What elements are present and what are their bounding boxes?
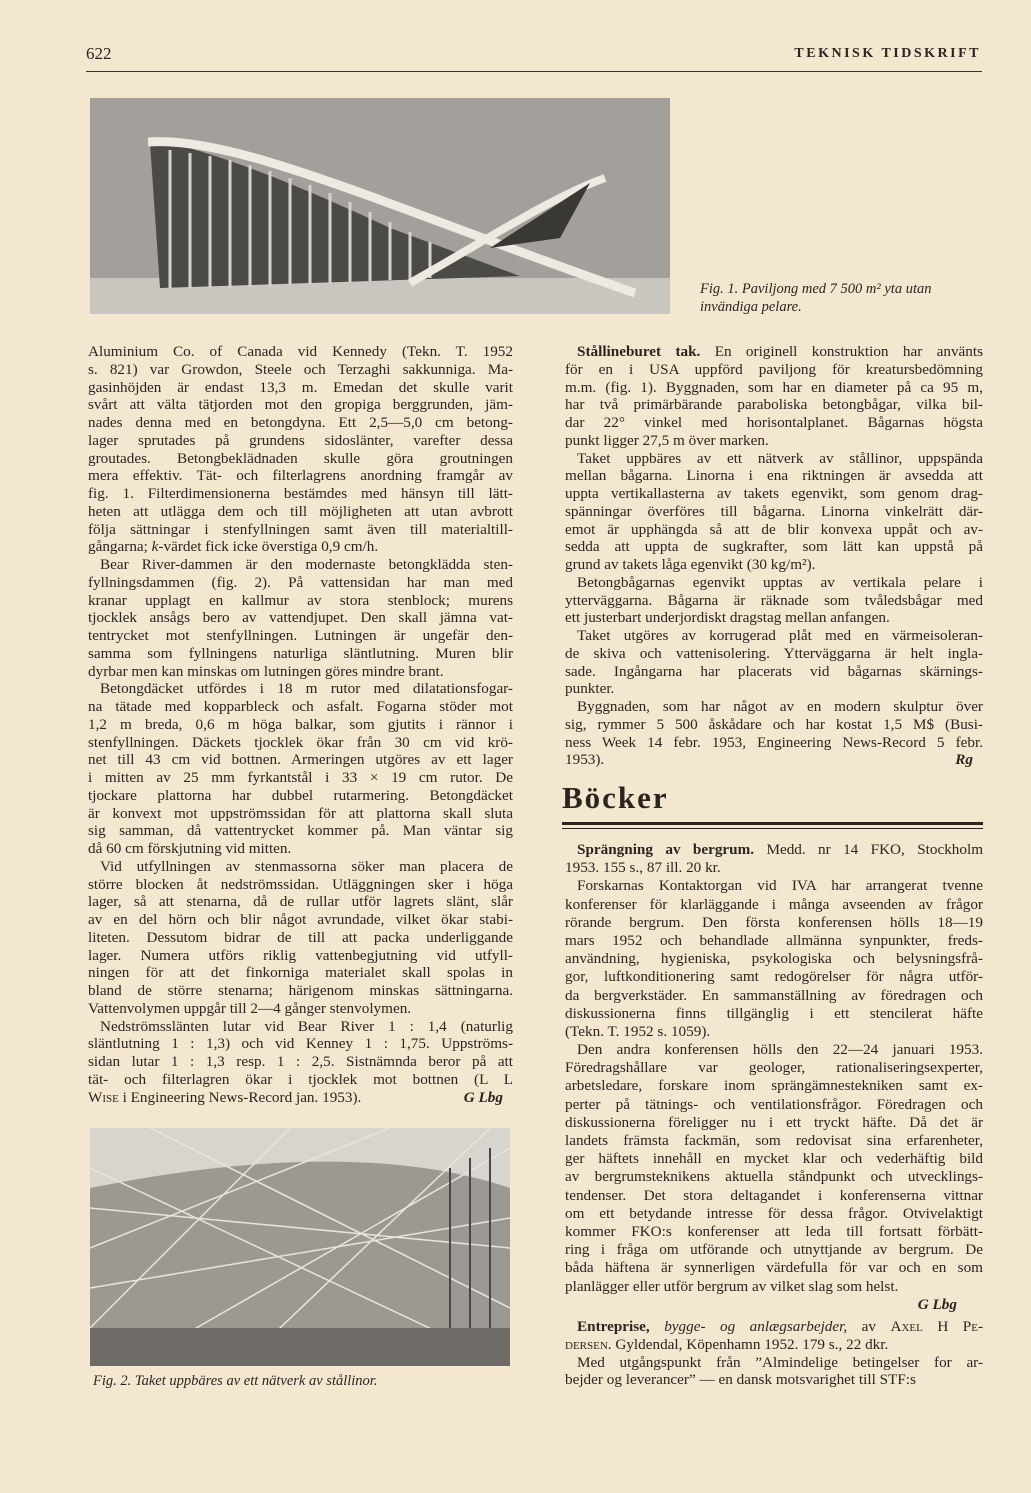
text-line [565, 361, 983, 379]
line-text: de skiva och vattenisolering. Ytterväggarna är helt ingla- [565, 644, 983, 662]
line-text: tendenser. Det stora deltagandet i konferenserna vittnar [565, 1186, 983, 1204]
line-text: diskussionerna finns tillgänglig i ett stencilerat häfte [565, 1004, 983, 1022]
paragraph [565, 877, 983, 1041]
line-text: m.m. (fig. 1). Byggnaden, som har en diameter på ca 95 m, [565, 378, 983, 396]
text-line [565, 680, 983, 698]
text-line [88, 1053, 513, 1071]
line-text: nades denna med en betongdyna. Ett 2,5—5,0 cm betong- [88, 414, 513, 431]
text-run: En originell konstruktion har använts [700, 343, 984, 360]
line-text: svårt att välta tätjorden mot den gropiga berggrunden, jäm- [88, 396, 513, 414]
text-line [565, 1278, 983, 1296]
text-line [88, 893, 513, 911]
text-line [88, 1089, 513, 1107]
small-caps-run: dersen [565, 1335, 608, 1353]
text-line [565, 1371, 983, 1389]
header-rule [86, 71, 982, 72]
section-heading-books: Böcker [562, 780, 669, 815]
line-text: lager. Numera utförs riklig vattenbegjutning vid utfyll- [88, 946, 513, 964]
line-text: om ett betydande intresse för dessa frågor. Otvivelaktigt [565, 1204, 983, 1222]
text-line [565, 698, 983, 716]
paragraph [565, 627, 983, 698]
text-run: Medd. nr 14 FKO, Stockholm [754, 841, 984, 858]
line-text: gor, luftkonditionering samt redogörelser för några utför- [565, 968, 983, 986]
text-line [88, 343, 513, 361]
text-line [565, 968, 983, 986]
text-line [88, 840, 513, 858]
line-text: 1953. 155 s., 87 ill. 20 kr. [565, 859, 721, 877]
line-text: heten att utlägga dem och till möjligheten att utan avbrott [88, 502, 513, 520]
right-column-article [565, 343, 983, 769]
text-line [565, 751, 983, 769]
figure-2-caption: Fig. 2. Taket uppbäres av ett nätverk av stållinor. [93, 1373, 378, 1389]
line-text: da bergverkstäder. En sammanställning av föredragen och [565, 986, 983, 1004]
line-text: tät- och filterlagren ökar i tjocklek mot bottnen (L L [88, 1070, 513, 1088]
text-line [565, 485, 983, 503]
author-signature: G Lbg [917, 1295, 957, 1313]
line-text: sig samman, då vattentrycket kommer på. Man väntar sig [88, 822, 513, 840]
paragraph [565, 841, 983, 877]
line-text: lager, så att stenarna, då de rullar utför lagrets slänt, slår [88, 893, 513, 911]
paragraph [565, 1296, 983, 1314]
line-text: ytterväggarna. Bågarna är räknade som tvåledsbågar med [565, 591, 983, 609]
line-text [88, 1089, 361, 1107]
paragraph [88, 556, 513, 680]
line-text: för en i USA uppförd paviljong för kreatursbedömning [565, 360, 983, 378]
line-text: sade. Ingångarna har placerats vid bågarnas skärnings- [565, 662, 983, 680]
line-text: släntlutning 1 : 1,3) och vid Kenney 1 : 1,75. Uppströms- [88, 1035, 513, 1053]
text-line [565, 663, 983, 681]
line-text: mellan bågarna. Linorna i ena riktningen är avsedda att [565, 467, 983, 485]
text-line [88, 947, 513, 965]
line-text: konferenser för klarläggande i många avseenden av frågor [565, 895, 983, 913]
text-line [88, 627, 513, 645]
text-line [565, 538, 983, 556]
line-text: (Tekn. T. 1952 s. 1059). [565, 1022, 711, 1040]
line-text: net till 43 cm vid bottnen. Armeringen utgöres av ett lager [88, 751, 513, 769]
line-text: planlägger eller utför bergrum av vilket slag som helst. [565, 1277, 899, 1295]
text-line [88, 822, 513, 840]
text-line [565, 1241, 983, 1259]
paragraph [565, 1354, 983, 1390]
text-line [565, 343, 983, 361]
italic-run: bygge- og anlægsarbejder, [649, 1318, 848, 1335]
text-line [88, 574, 513, 592]
text-line [88, 698, 513, 716]
text-line [565, 1223, 983, 1241]
line-text: landets främsta fackmän, som redovisat sina erfarenheter, [565, 1132, 983, 1149]
line-text: Forskarnas Kontaktorgan vid IVA har arrangerat tvenne [577, 877, 983, 895]
line-text: ger häftets innehåll en mycket klar och vederhäftig bild [565, 1150, 983, 1168]
line-text [577, 343, 983, 360]
small-caps-run: Wise [88, 1088, 119, 1106]
line-text: Föredragshållare var geologer, rationaliseringsexperter, [565, 1059, 983, 1077]
line-text [577, 1318, 983, 1335]
line-text: uppta vertikallasterna av takets egenvikt, som genom drag- [565, 485, 983, 502]
bold-run: Sprängning av bergrum. [577, 841, 755, 858]
line-text [577, 841, 983, 858]
section-rule [562, 822, 983, 829]
line-text: punkt ligger 27,5 m över marken. [565, 431, 769, 449]
text-run: . Gyldendal, Köpenhamn 1952. 179 s., 22 dkr. [607, 1335, 889, 1353]
text-line [565, 1077, 983, 1095]
line-text: Taket utgöres av korrugerad plåt med en värmeisoleran- [577, 627, 983, 644]
line-text: Vattenvolymen uppgår till 2—4 gånger stenvolymen. [88, 999, 412, 1017]
line-text: kranar upplagt en kallmur av stora stenblock; murens [88, 591, 513, 609]
line-text: diskussionerna föreligger nu i ett tryckt häfte. Då det är [565, 1113, 983, 1131]
line-text: ningen för att det finkorniga materialet skall spolas in [88, 964, 513, 982]
line-text: tjockare plattorna har dubbel rutarmering. Betongdäcket [88, 786, 513, 804]
text-line [565, 645, 983, 663]
line-text: större blocken åt nedströmssidan. Utläggningen sker i höga [88, 875, 513, 893]
paragraph [88, 680, 513, 858]
figure-1-caption [700, 280, 985, 316]
line-text [565, 1336, 888, 1354]
text-line [88, 432, 513, 450]
paragraph [88, 1018, 513, 1107]
text-line [565, 1132, 983, 1150]
text-line [565, 396, 983, 414]
text-line [565, 1336, 983, 1354]
text-line [565, 716, 983, 734]
text-line [88, 521, 513, 539]
figure-1-pavilion-photo [90, 98, 670, 314]
text-line [88, 592, 513, 610]
line-text: Aluminium Co. of Canada vid Kennedy (Tekn. T. 1952 [88, 343, 513, 360]
text-run: gångarna; [88, 538, 152, 556]
text-line [88, 414, 513, 432]
line-text: har två primärbärande paraboliska betongbågar, vilka bil- [565, 396, 983, 414]
text-line [565, 734, 983, 752]
text-line [565, 841, 983, 859]
paragraph [565, 1318, 983, 1354]
line-text: 1953). [565, 751, 605, 769]
line-text: kommer FKO:s konferenser att leda till fortsatt förbätt- [565, 1222, 983, 1240]
text-line [565, 1354, 983, 1372]
text-line [565, 859, 983, 877]
text-line [88, 911, 513, 929]
line-text: sidan lutar 1 : 1,3 resp. 1 : 2,5. Sistnämnda beror på att [88, 1053, 513, 1070]
line-text: tentrycket mot stenfyllningen. Lutningen är ungefär den- [88, 627, 513, 644]
text-line [565, 1318, 983, 1336]
line-text: sedda att uppta de sugkrafter, som lätt kan uppstå på [565, 538, 983, 556]
book-review-bergrum [565, 841, 983, 1314]
line-text: Den andra konferensen hölls den 22—24 januari 1953. [577, 1041, 983, 1059]
text-line [565, 556, 983, 574]
text-line [565, 877, 983, 895]
line-text: Med utgångspunkt från ”Almindelige betingelser for ar- [577, 1353, 983, 1371]
text-line [88, 769, 513, 787]
text-line [88, 982, 513, 1000]
line-text: Byggnaden, som har något av en modern skulptur över [577, 698, 983, 715]
text-line [565, 932, 983, 950]
text-line [565, 379, 983, 397]
text-line [88, 751, 513, 769]
caption-line: invändiga pelare. [700, 299, 802, 315]
text-line [565, 1205, 983, 1223]
text-run: -värdet fick icke överstiga 0,9 cm/h. [158, 538, 379, 556]
text-line [88, 805, 513, 823]
line-text: dar 22° vinkel med horisontalplanet. Bågarnas högsta [565, 414, 983, 431]
author-signature: G Lbg [463, 1088, 503, 1106]
text-line [565, 467, 983, 485]
line-text: groutades. Betongbeklädnaden skulle göra groutningen [88, 449, 513, 467]
text-line [88, 379, 513, 397]
line-text: mera effektiv. Tät- och filterlagrens anordning framgår av [88, 467, 513, 485]
page-number: 622 [86, 44, 112, 63]
line-text: Betongdäcket utfördes i 18 m rutor med dilatationsfogar- [100, 680, 513, 698]
text-line [88, 645, 513, 663]
paragraph [565, 450, 983, 574]
text-line [565, 1059, 983, 1077]
text-run: i Engineering News-Record jan. 1953). [118, 1088, 362, 1106]
line-text: Betongbågarnas egenvikt upptas av vertikala pelare i [577, 573, 983, 591]
text-line [88, 467, 513, 485]
paragraph [88, 858, 513, 1018]
book-review-entreprise [565, 1318, 983, 1389]
line-text: i mitten av 25 mm fyrkantstål i 33 × 19 cm rutor. De [88, 769, 513, 786]
text-line [565, 450, 983, 468]
left-column [88, 343, 513, 1106]
line-text: är konvext mot uppströmssidan för att plattorna skall sluta [88, 804, 513, 822]
text-line [565, 503, 983, 521]
line-text: rörande bergrum. Den första konferensen hölls 18—19 [565, 913, 983, 931]
text-line [88, 964, 513, 982]
figure-2-roof-cables-photo [90, 1128, 510, 1366]
line-text: perter på tätnings- och ventilationsfrågor. Föredragen och [565, 1095, 983, 1113]
line-text: användning, hygieniska, psykologiska och belysningsfrå- [565, 950, 983, 968]
line-text: spänningar överföres till bågarna. Linorna vinkelrätt där- [565, 502, 983, 520]
paragraph [565, 698, 983, 769]
text-line [88, 538, 513, 556]
line-text: Bear River-dammen är den modernaste betongklädda sten- [100, 556, 513, 573]
text-line [565, 1096, 983, 1114]
paragraph [88, 343, 513, 556]
line-text: dyrbar men kan minskas om lutningen göres mindre brant. [88, 662, 444, 680]
text-line [88, 1071, 513, 1089]
text-line [88, 680, 513, 698]
bold-run: Entreprise, [577, 1318, 650, 1335]
text-line [565, 950, 983, 968]
text-line [88, 663, 513, 681]
line-text: båda häftena är synnerligen värdefulla för var och en som [565, 1259, 983, 1277]
text-run: av [847, 1318, 891, 1335]
line-text: fyllningsdammen (fig. 2). På vattensidan har man med [88, 573, 513, 591]
line-text: sig, rymmer 5 500 åskådare och har kostat 1,5 M$ (Busi- [565, 715, 983, 733]
line-text: Taket uppbäres av ett nätverk av stållinor, uppspända [577, 449, 983, 467]
text-line [88, 1035, 513, 1053]
bold-run: Stållineburet tak. [577, 343, 701, 360]
text-line [88, 609, 513, 627]
small-caps-run: Axel H Pe- [890, 1318, 984, 1335]
line-text: av en del hörn och blir något avrundade, vilket ökar stabi- [88, 911, 513, 928]
text-line [88, 1018, 513, 1036]
line-text: ring i fråga om utförande och utnyttjande av bergrum. De [565, 1241, 983, 1259]
text-line [565, 1041, 983, 1059]
text-line [565, 609, 983, 627]
line-text: lager sprutades på grundens sidoslänter, varefter dessa [88, 431, 513, 449]
paragraph [565, 1041, 983, 1296]
line-text: emot är upphängda så att de blir konvexa uppåt och av- [565, 520, 983, 538]
text-line [565, 1259, 983, 1277]
text-line [88, 503, 513, 521]
text-line [88, 361, 513, 379]
paragraph [565, 574, 983, 627]
caption-line: Fig. 1. Paviljong med 7 500 m² yta utan [700, 281, 932, 297]
text-line [565, 521, 983, 539]
text-line [88, 858, 513, 876]
text-line [565, 1023, 983, 1041]
line-text: 1,2 m breda, 0,6 m höga balkar, som gjutits i rännor i [88, 715, 513, 733]
text-line [88, 876, 513, 894]
text-line [565, 987, 983, 1005]
text-line [565, 914, 983, 932]
text-line [565, 1296, 983, 1314]
line-text: följa sättningar i stenfyllningen samt även till materialtill- [88, 520, 513, 538]
text-line [88, 787, 513, 805]
line-text: na tätade med kopparbleck och asfalt. Fogarna stöder mot [88, 698, 513, 715]
line-text: liteten. Dessutom bidrar de till att packa underliggande [88, 928, 513, 946]
text-line [88, 1000, 513, 1018]
text-line [88, 485, 513, 503]
line-text: samma som fyllningens naturliga släntlutning. Muren blir [88, 644, 513, 662]
text-line [565, 896, 983, 914]
line-text: Vid utfyllningen av stenmassorna söker man placera de [100, 857, 513, 875]
text-line [88, 450, 513, 468]
text-line [565, 1005, 983, 1023]
line-text: punkter. [565, 680, 615, 698]
line-text: stenfyllningen. Däckets tjocklek ökar från 30 cm vid krö- [88, 733, 513, 751]
text-line [565, 627, 983, 645]
text-line [88, 556, 513, 574]
text-line [565, 592, 983, 610]
text-line [88, 734, 513, 752]
line-text: av bergrumsteknikens aktuella ståndpunkt och utvecklings- [565, 1168, 983, 1186]
text-line [88, 716, 513, 734]
text-line [565, 1168, 983, 1186]
line-text: då 60 cm förskjutning vid mitten. [88, 840, 292, 857]
line-text: s. 821) var Growdon, Steele och Terzaghi sakkunniga. Ma- [88, 360, 513, 378]
text-line [565, 1187, 983, 1205]
journal-title: TEKNISK TIDSKRIFT [794, 46, 981, 61]
text-line [88, 929, 513, 947]
text-line [88, 396, 513, 414]
line-text: arbetsledare, forskare inom sprängämnestekniken samt ex- [565, 1077, 983, 1095]
line-text: gasinhöjden är endast 13,3 m. Emedan det skulle varit [88, 378, 513, 396]
line-text: tjocklek ansågs bero av vattendjupet. Den skall jämna vat- [88, 609, 513, 627]
author-signature: Rg [955, 751, 973, 769]
text-line [565, 414, 983, 432]
line-text: fig. 1. Filterdimensionerna bestämdes med hänsyn till lätt- [88, 485, 513, 502]
line-text: Nedströmsslänten lutar vid Bear River 1 : 1,4 (naturlig [100, 1017, 513, 1035]
text-line [565, 1114, 983, 1132]
text-line [565, 574, 983, 592]
line-text: grund av takets låga egenvikt (30 kg/m²). [565, 556, 816, 573]
text-line [565, 432, 983, 450]
line-text: ness Week 14 febr. 1953, Engineering News-Record 5 febr. [565, 733, 983, 751]
text-line [565, 1150, 983, 1168]
italic-run: k [151, 538, 159, 556]
line-text [88, 538, 378, 556]
line-text: mars 1952 och behandlade allmänna synpunkter, freds- [565, 931, 983, 949]
line-text: bland de större stenarna; härigenom minskas sättningarna. [88, 982, 513, 999]
line-text: bejder og leverancer” — en dansk motsvarighet till STF:s [565, 1371, 916, 1389]
paragraph [565, 343, 983, 450]
line-text: ett justerbart underjordiskt dragstag mellan anfangen. [565, 609, 890, 627]
